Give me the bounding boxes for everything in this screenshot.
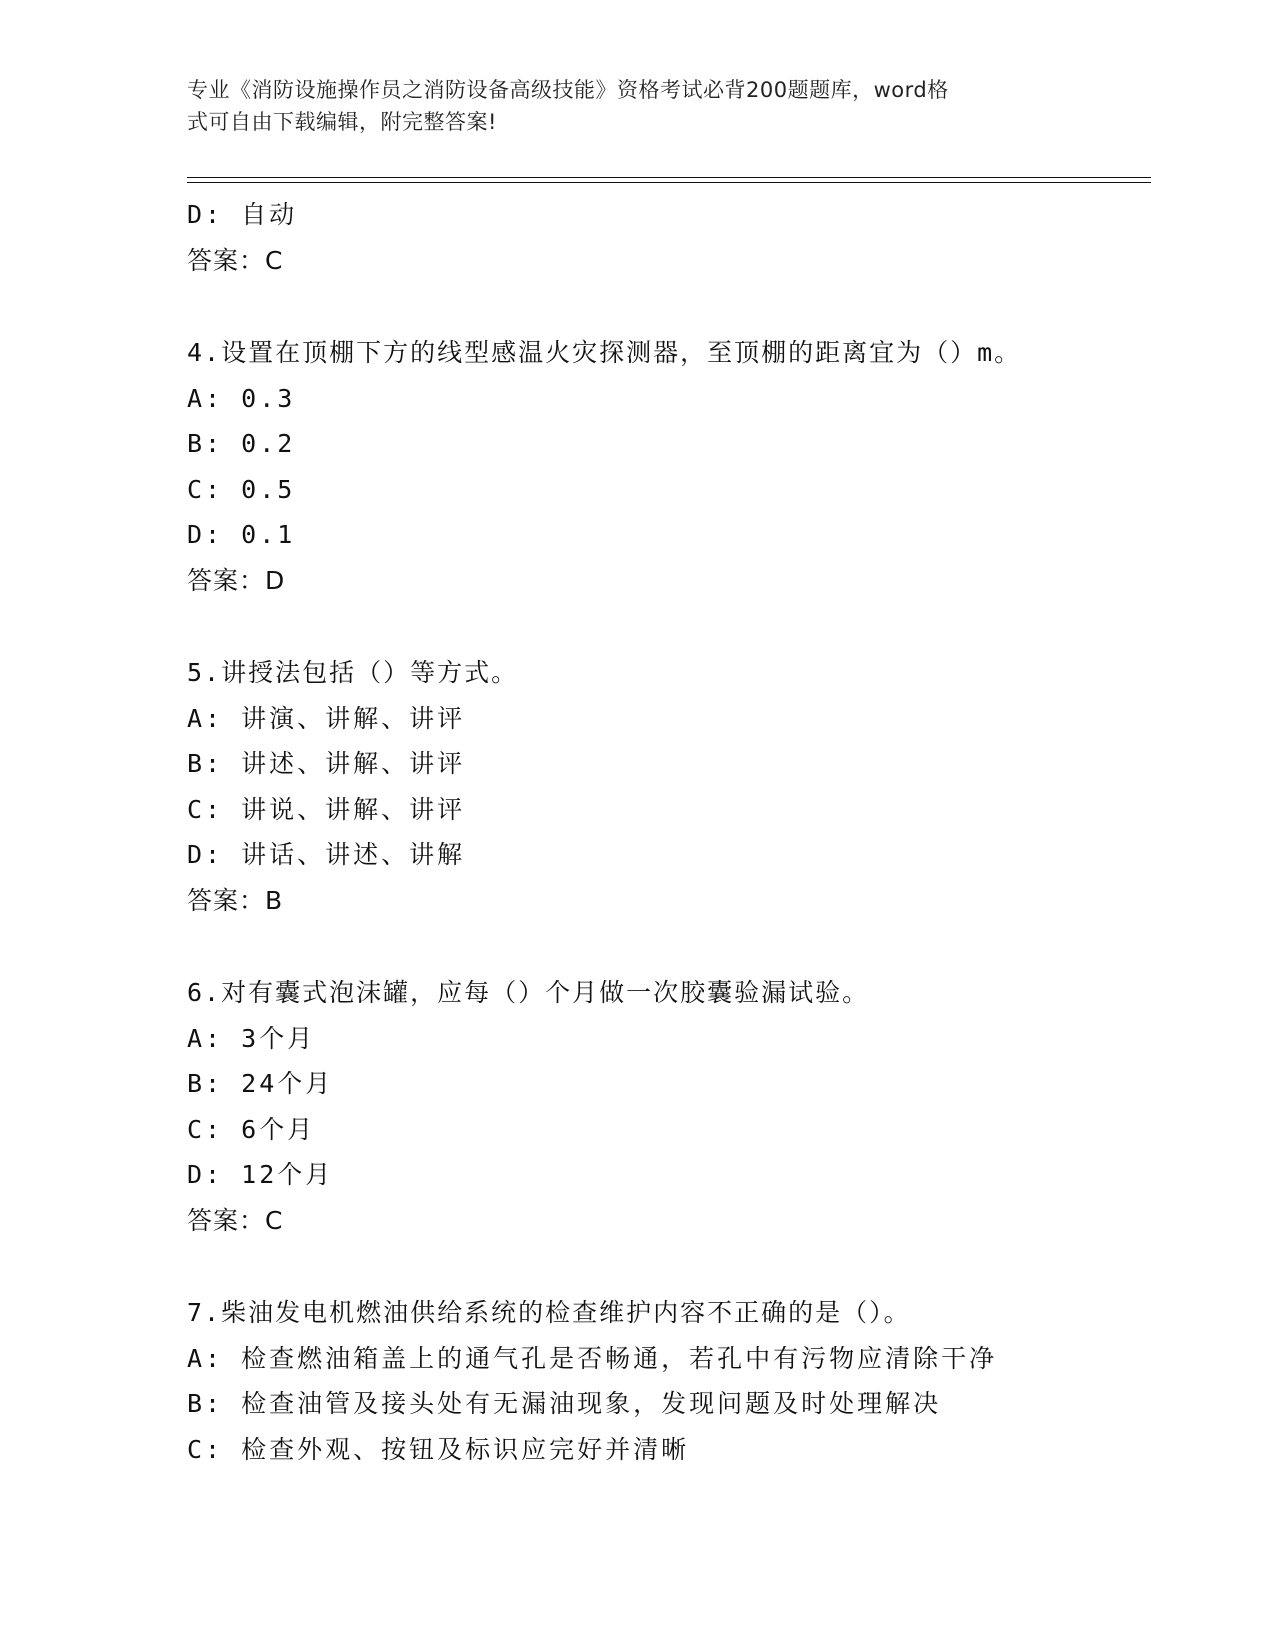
option-d: D: 12个月 — [187, 1160, 334, 1189]
header-title-line-2: 式可自由下载编辑，附完整答案! — [187, 110, 497, 134]
option-c: C: 0.5 — [187, 474, 296, 504]
document-header — [187, 74, 1067, 138]
option-b: B: 0.2 — [187, 429, 296, 458]
option-a: A: 3个月 — [187, 1023, 316, 1053]
spacer — [187, 923, 1151, 970]
option-c: C: 检查外观、按钮及标识应完好并清晰 — [187, 1434, 690, 1464]
option-b: B: 讲述、讲解、讲评 — [187, 749, 466, 778]
option-d: D: 自动 — [187, 200, 298, 229]
option-d: D: 0.1 — [187, 520, 296, 549]
question-3-fragment — [187, 192, 1151, 283]
option-b: B: 检查油管及接头处有无漏油现象，发现问题及时处理解决 — [187, 1389, 942, 1418]
question-6 — [187, 970, 1151, 1243]
header-divider-bottom — [187, 182, 1151, 183]
question-7 — [187, 1290, 1151, 1472]
spacer — [187, 283, 1151, 330]
question-list — [187, 192, 1151, 1472]
option-c: C: 6个月 — [187, 1114, 316, 1144]
option-d: D: 讲话、讲述、讲解 — [187, 840, 466, 869]
option-a: A: 0.3 — [187, 383, 296, 413]
option-b: B: 24个月 — [187, 1069, 334, 1098]
answer-line: 答案：C — [187, 245, 284, 275]
spacer — [187, 603, 1151, 650]
option-c: C: 讲说、讲解、讲评 — [187, 794, 466, 824]
answer-line: 答案：C — [187, 1205, 284, 1235]
question-stem: 6.对有囊式泡沫罐，应每（）个月做一次胶囊验漏试验。 — [187, 978, 870, 1007]
answer-line: 答案：D — [187, 565, 286, 595]
question-5 — [187, 650, 1151, 923]
answer-line: 答案：B — [187, 885, 284, 915]
question-stem: 5.讲授法包括（）等方式。 — [187, 658, 519, 687]
option-a: A: 检查燃油箱盖上的通气孔是否畅通，若孔中有污物应清除干净 — [187, 1343, 998, 1373]
question-stem: 7.柴油发电机燃油供给系统的检查维护内容不正确的是（）。 — [187, 1298, 911, 1327]
header-divider-top — [187, 177, 1151, 178]
question-4 — [187, 330, 1151, 603]
question-stem: 4.设置在顶棚下方的线型感温火灾探测器，至顶棚的距离宜为（）m。 — [187, 338, 1022, 367]
option-a: A: 讲演、讲解、讲评 — [187, 703, 466, 733]
header-title-line-1: 专业《消防设施操作员之消防设备高级技能》资格考试必背200题题库，word格 — [187, 78, 949, 102]
spacer — [187, 1243, 1151, 1290]
